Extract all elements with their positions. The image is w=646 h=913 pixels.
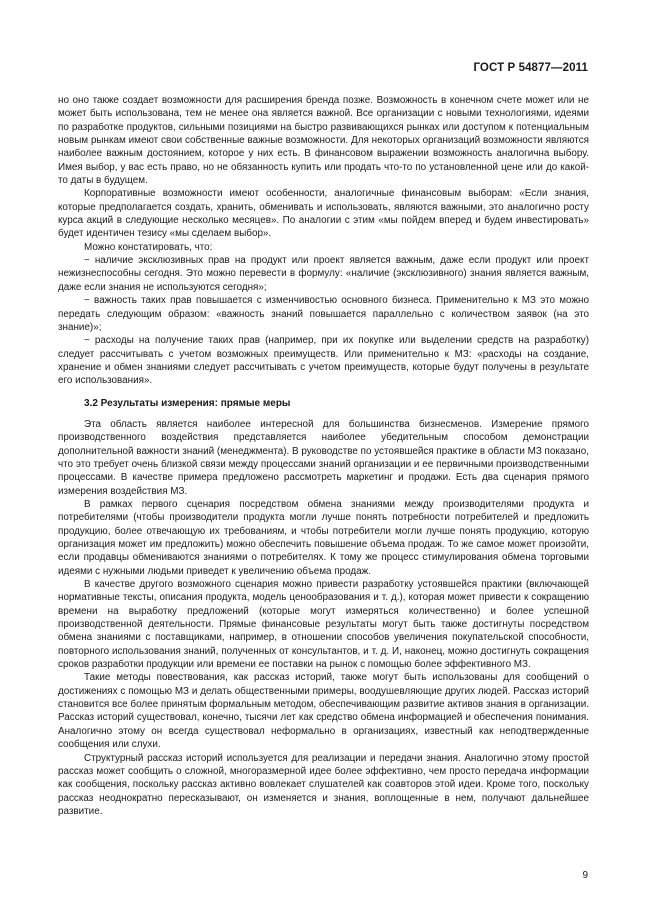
paragraph: Такие методы повествования, как рассказ историй, также могут быть использованы для сообщений о достижениях с помощью МЗ и делать общественными примеры, воодушевляющие других людей. Рассказ историй становится все более принятым формальным методом, обеспечивающим развитие активов знания в организации. Рассказ историй существовал, конечно, тысячи лет как средство обмена информацией и обеспечения понимания. Аналогично этому он всегда существовал неформально в организациях, известный как неподтвержденные сообщения или слухи. [58,672,589,751]
paragraph: но оно также создает возможности для расширения бренда позже. Возможность в конечном счете может или не может быть использована, тем не менее она является важной. Все организации с новыми технологиями, идеями по разработке продуктов, сильными позициями на быстро развивающихся рынках или доступом к потенциальным новым рынкам имеют свои собственные важные возможности. Для некоторых организаций возможности являются наиболее важным достоянием, которое у них есть. В финансовом выражении возможность аналогична выбору. Имея выбор, у вас есть право, но не обязанность купить или продать что-то по установленной цене или до какой-то даты в будущем. [58,95,589,187]
paragraph: Структурный рассказ историй используется для реализации и передачи знания. Аналогично этому простой рассказ может сообщить о сложной, многоразмерной идее более эффективно, чем просто передача информации как сообщения, поскольку рассказ активно вовлекает слушателей как соавторов этой идеи. Кроме того, поскольку рассказ неоднократно пересказывают, он изменяется и знания, воплощенные в нем, получают дальнейшее развитие. [58,752,589,817]
list-item: − наличие эксклюзивных прав на продукт или проект является важным, даже если продукт или проект нежизнеспособны сегодня. Это можно перевести в формулу: «наличие (эксклюзивного) знания является важным, даже если знания не используются сегодня»; [58,255,589,293]
paragraph: Можно констатировать, что: [84,241,213,253]
section-title: 3.2 Результаты измерения: прямые меры [84,397,291,409]
paragraph: В рамках первого сценария посредством обмена знаниями между производителями продукта и потребителями (чтобы производители продукта могли лучше понять потребности потребителей и предложить продукцию, более отвечающую их требованиям, и чтобы потребители могли лучше понять продукцию, которую организация может им предложить) можно обеспечить повышение объема продаж. То же самое может произойти, если продавцы обмениваются знаниями о потребителях. К тому же процесс стимулирования обмена торговыми идеями с нужными людьми приведет к увеличению объема продаж. [58,498,589,577]
list-item: − важность таких прав повышается с изменчивостью основного бизнеса. Применительно к МЗ это можно передать следующим образом: «важность знаний повышается параллельно с количеством заявок (на это знание)»; [58,295,589,333]
page-number: 9 [582,870,588,881]
paragraph: Корпоративные возможности имеют особенности, аналогичные финансовым выборам: «Если знания, которые предполагается создать, хранить, обменивать и использовать, являются важными, это аналогично росту курса акций в следующие несколько месяцев». По аналогии с этим «мы пойдем вперед и будем инвестировать» будет идентичен тезису «мы сделаем выбор». [58,188,589,240]
paragraph: Эта область является наиболее интересной для большинства бизнесменов. Измерение прямого производственного воздействия представляется наиболее убедительным способом демонстрации дополнительной важности знаний (менеджмента). В руководстве по устоявшейся практике в области МЗ показано, что это требует очень близкой связи между процессами знаний организации и ее первичными производственными процессами. В качестве примера предложено рассмотреть маркетинг и продажи. Есть два сценария прямого измерения воздействия МЗ. [58,418,589,497]
list-item: − расходы на получение таких прав (например, при их покупке или выделении средств на разработку) следует рассчитывать с учетом возможных преимуществ. Или применительно к МЗ: «расходы на создание, хранение и обмен знаниями следует рассчитывать с учетом преимуществ, которые будут получены в результате его использования». [58,335,589,387]
document-body [58,94,589,818]
paragraph: В качестве другого возможного сценария можно привести разработку устоявшейся практики (включающей нормативные тексты, описания продукта, модель ценообразования и т. д.), которая может привести к сокращению времени на выработку предложений (которые могут измеряться количественно) и более успешной производственной деятельности. Прямые финансовые результаты могут быть также достигнуты посредством обмена знаниями с поставщиками, например, в отношении способов увеличения покупательской способности, повторного использования знаний, полученных от консультантов, и т. д. И, наконец, можно достигнуть сокращения сроков разработки продукции или времени ее поставки на рынок с помощью более эффективного МЗ. [58,579,589,671]
document-code: ГОСТ Р 54877—2011 [473,62,588,74]
